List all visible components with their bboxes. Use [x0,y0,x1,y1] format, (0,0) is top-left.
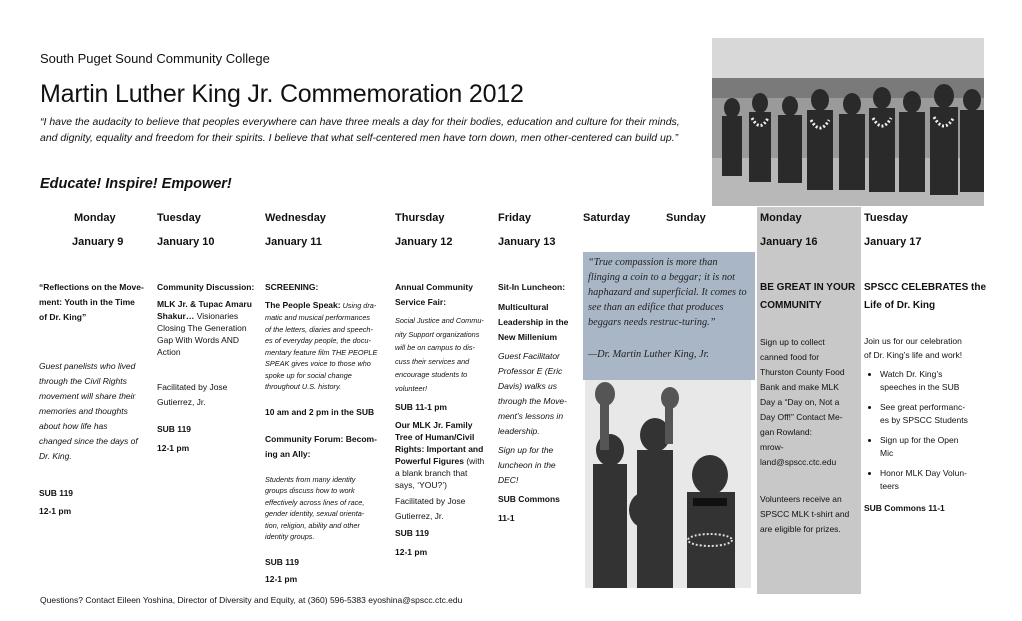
event-description: encourage students to [395,370,468,379]
event-description: Sign up to collect [760,337,825,347]
event-subtitle: New Millenium [498,332,558,342]
college-name: South Puget Sound Community College [40,51,270,66]
event-description: Volunteers receive an [760,494,842,504]
event-title: ment: Youth in the Time [39,297,135,307]
event-description: groups discuss how to work [265,486,355,495]
day-header: Tuesday [157,212,201,224]
event-description: gan Rowland: [760,427,812,437]
event-description: (with [463,456,485,466]
event-title: COMMUNITY [760,300,822,311]
event-time: 10 am and 2 pm in the SUB [265,406,375,417]
event-description: Guest Facilitator [498,351,560,361]
march-photo [712,38,984,206]
event-title: Tree of Human/Civil [395,432,475,442]
event-description: Social Justice and Commu- [395,316,484,325]
event-description: throughout U.S. history. [265,382,342,391]
list-item: • Watch Dr. King’s speeches in the SUB [880,368,989,394]
event-description: through the Move- [498,396,567,406]
event-description: volunteer! [395,383,428,393]
event-description: Dr. King. [39,451,72,461]
event-description: Using dra- [340,301,377,310]
list-item: • See great performanc- es by SPSCC Students [880,401,989,427]
event-title: Community Forum: Becom- [265,433,377,444]
event-title: “Reflections on the Move- [39,282,144,292]
event-title: Annual Community [395,282,473,292]
event-time: 11-1 [498,513,515,523]
event-subtitle: Closing The Generation [157,323,247,333]
event-subtitle: Gap With Words AND [157,335,240,345]
date-header: January 12 [395,236,453,248]
event-description: ment’s lessons in [498,411,564,421]
event-location: SUB 119 [157,424,192,434]
date-header: January 16 [760,236,818,248]
date-header: January 13 [498,236,556,248]
event-monday-jan16 [760,280,860,537]
date-header: January 11 [265,236,322,248]
event-description: movement will share their [39,391,136,401]
event-title: Powerful Figures [395,456,464,466]
event-description: nity Support organizations [395,329,480,339]
event-title: Rights: Important and [395,444,484,454]
event-facilitator: Gutierrez, Jr. [157,397,206,407]
event-subtitle: Action [157,347,181,357]
event-location: SUB Commons 11-1 [864,503,945,513]
event-description: identity groups. [265,532,315,541]
event-description: about how life has [39,421,108,431]
protest-photo [585,380,751,588]
event-description: Day Off!” Contact Me- [760,412,843,422]
date-header: January 10 [157,236,215,248]
event-time: SUB 11-1 pm [395,402,447,412]
event-tuesday-jan17 [864,280,989,516]
event-location: SUB 119 [39,488,74,498]
date-header: January 9 [72,236,124,248]
list-item: • Sign up for the Open Mic [880,434,989,460]
event-description: spoke up for social change [265,370,352,380]
event-tuesday-jan10 [157,280,263,456]
event-description: Professor E (Eric [498,366,563,376]
event-subtitle: MLK Jr. & Tupac Amaru [157,299,252,309]
day-header: Sunday [666,212,706,224]
event-friday-jan13 [498,280,582,526]
event-description: are eligible for prizes. [760,524,841,534]
event-description: changed since the days of [39,436,138,446]
tagline: Educate! Inspire! Empower! [40,176,232,192]
event-description: es of everyday people, the docu- [265,336,371,345]
event-subtitle: Multicultural [498,302,549,312]
event-subtitle: Leadership in the [498,317,569,327]
event-title: The People Speak: [265,300,341,310]
mlk-quote-text: “True compassion is more than flinging a coin to a beggar; it is not haphazard and superficial. It comes to see than an edifice that produces beggars needs restruc-turing.” [588,257,747,328]
day-header: Saturday [583,212,631,224]
event-time: 12-1 pm [157,443,190,453]
event-description: SPEAK gives voice to those who [265,359,371,368]
event-title: BE GREAT IN YOUR [760,282,856,293]
event-time: 12-1 pm [395,547,428,557]
event-description: Thurston County Food [760,367,845,377]
event-description: SPSCC MLK t-shirt and [760,509,850,519]
event-description: canned food for [760,352,820,362]
event-location: SUB Commons [498,494,560,504]
event-description: cuss their services and [395,356,470,366]
event-description: a blank branch that [395,468,468,478]
event-description: gender identity, sexual orienta- [265,509,365,518]
day-header: Thursday [395,212,445,224]
event-description: mentary feature film THE PEOPLE [265,347,378,357]
day-header: Tuesday [864,212,908,224]
event-location: SUB 119 [265,556,300,567]
event-time: 12-1 pm [39,506,72,516]
event-subtitle: Visionaries [194,311,239,321]
event-description: tion, religion, ability and other [265,520,360,530]
event-description: Davis) walks us [498,381,558,391]
day-header: Monday [760,212,802,224]
event-description: will be on campus to dis- [395,343,475,352]
footer-contact: Questions? Contact Eileen Yoshina, Director of Diversity and Equity, at (360) 596-5383 eyoshina@spscc.ctc.edu [40,595,463,605]
event-description: matic and musical performances [265,313,371,322]
event-title: of Dr. King” [39,312,87,322]
event-title: Our MLK Jr. Family [395,420,473,430]
event-description: Students from many identity [265,474,356,484]
event-description: mrow- [760,442,784,452]
event-description: Day a “Day on, Not a [760,397,840,407]
date-header: January 17 [864,236,922,248]
event-location: SUB 119 [395,528,430,538]
event-description: says, ‘YOU?’) [395,480,447,490]
event-title: SPSCC CELEBRATES the [864,282,987,293]
event-contact-email[interactable]: land@spscc.ctc.edu [760,457,837,467]
mlk-quote-attribution: —Dr. Martin Luther King, Jr. [588,349,710,360]
event-title: ing an Ally: [265,448,311,459]
event-title: Community Discussion: [157,282,255,292]
event-description: of the letters, diaries and speech- [265,324,373,334]
event-description: Guest panelists who lived [39,361,136,371]
event-label: SCREENING: [265,282,319,292]
event-signup: luncheon in the [498,460,556,470]
event-facilitator: Facilitated by Jose [157,382,228,392]
page-title: Martin Luther King Jr. Commemoration 2012 [40,80,524,108]
event-title: Service Fair: [395,297,447,307]
event-subtitle: Shakur… [157,311,195,321]
event-title: Life of Dr. King [864,300,936,311]
event-bullet-list [864,368,989,493]
event-description: of Dr. King’s life and work! [864,349,963,360]
event-monday-jan9 [39,280,151,519]
event-description: leadership. [498,426,540,436]
event-facilitator: Gutierrez, Jr. [395,511,444,521]
day-header: Monday [74,212,116,224]
event-description: Bank and make MLK [760,382,839,392]
event-signup: DEC! [498,475,519,485]
opening-quote: “I have the audacity to believe that peoples everywhere can have three meals a day for their bodies, education and culture for their minds, and dignity, equality and freedom for their spirits. I believe that what self-centered men have torn down, men other-centered can build up.” [40,116,680,144]
event-description: memories and thoughts [39,406,128,416]
list-item: • Honor MLK Day Volun- teers [880,467,989,493]
day-header: Wednesday [265,212,326,224]
event-description: effectively across lines of race, [265,497,365,507]
event-signup: Sign up for the [498,445,554,455]
event-facilitator: Facilitated by Jose [395,496,466,506]
event-thursday-jan12 [395,280,495,560]
event-time: 12-1 pm [265,573,298,584]
event-wednesday-jan11 [265,280,393,587]
event-description: Join us for our celebration [864,336,962,346]
event-description: through the Civil Rights [39,376,127,386]
day-header: Friday [498,212,532,224]
event-title: Sit-In Luncheon: [498,282,566,292]
